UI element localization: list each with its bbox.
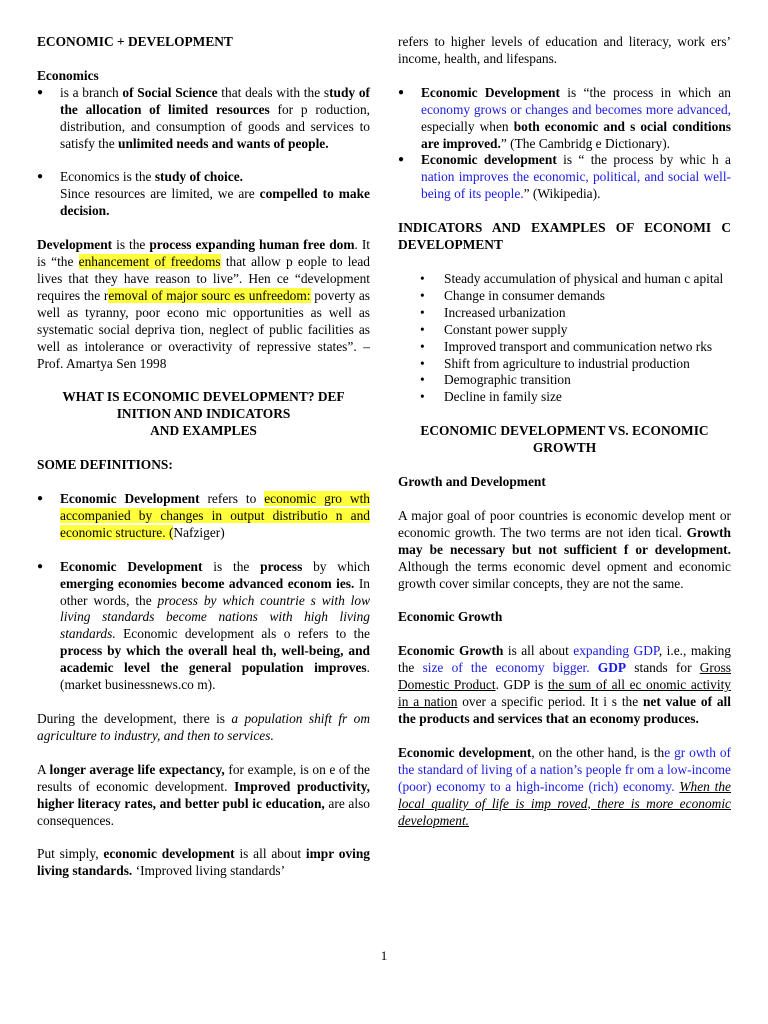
indicators-heading: INDICATORS AND EXAMPLES OF ECONOMI C DEVELOPMENT [398,220,731,253]
economic-growth-heading: Economic Growth [398,609,503,625]
highlight: enhancement of freedoms [78,254,221,270]
definitions-heading: SOME DEFINITIONS: [37,457,173,473]
living-standards-paragraph: Put simply, economic development is all about impr oving living standards. ‘Improved living standards’ [37,846,370,879]
highlight: economic gro wth accompanied by changes in output distributio n and economic structure. ( [60,491,370,540]
definition-2: ● Economic Development is the process by which emerging economies become advanced econom ies. In other words, the process by which countrie s with low living standards become nations with high living standards. Economic development als o refers to the process by which the overall heal th, well-being, and academic level the general population improves. (market businessnews.co m). [37,559,370,694]
section-heading-vs: ECONOMIC DEVELOPMENT VS. ECONOMIC GROWTH [420,423,709,456]
right-column [398,34,731,829]
growth-development-heading: Growth and Development [398,474,546,490]
highlight: emoval of major sourc es unfreedom: [108,287,311,303]
left-column [37,34,370,880]
indicator-item: • Demographic transition [398,372,731,389]
economic-development-paragraph: Economic development, on the other hand, is the gr owth of the standard of living of a nation’s people fr om a low-income (poor) economy to a high-income (rich) economy. When the local quality of life is imp roved, there is more economic development. [398,744,732,828]
indicator-item: • Change in consumer demands [398,288,731,305]
indicator-item: • Improved transport and communication netwo rks [398,339,731,356]
indicator-item: • Shift from agriculture to industrial production [398,356,731,373]
economics-bullet-2: ● Economics is the study of choice. [37,169,370,186]
living-standards-continuation: refers to higher levels of education and literacy, work ers’ income, health, and lifespans. [398,34,731,66]
wikipedia-definition: ● Economic development is “ the process by whic h a nation improves the economic, political, and social well-being of its people.” (Wikipedia). [398,152,731,203]
population-shift-paragraph: During the development, there is a population shift fr om agriculture to industry, and then to services. [37,711,370,743]
economics-heading: Economics [37,67,99,83]
indicator-item: • Constant power supply [398,322,731,339]
life-expectancy-paragraph: A longer average life expectancy, for example, is on e of the results of economic development. Improved productivity, higher literacy rates, and better publ ic education, are also consequences. [37,761,371,828]
document-title: ECONOMIC + DEVELOPMENT [37,34,233,49]
economics-bullet-2-cont: Since resources are limited, we are compelled to make decision. [60,186,370,219]
page-number: 1 [380,948,388,963]
economics-bullet-1: ● is a branch of Social Science that deals with the study of the allocation of limited resources for p roduction, distribution, and consumption of goods and services to satisfy the unlimited needs and wants of people. [37,85,370,153]
definition-1: ● Economic Development refers to economic gro wth accompanied by changes in output distributio n and economic structure. (Nafziger) [37,491,370,542]
indicator-item: • Increased urbanization [398,305,731,322]
indicator-item: • Decline in family size [398,389,731,406]
development-paragraph: Development is the process expanding human free dom. It is “the enhancement of freedoms that allow p eople to lead lives that they have reason to live”. Hen ce “development requires the removal of major sourc es unfreedom: poverty as well as tyranny, poor econo mic opportunities as well as systematic social depriva tion, neglect of public facilities as well as intolerance or overactivity of repressive states”. –Prof. Amartya Sen 1998 [37,237,371,371]
cambridge-definition: ● Economic Development is “the process in which an economy grows or changes and becomes more advanced, especially when both economic and s ocial conditions are improved.” (The Cambridg e Dictionary). [398,85,731,153]
section-heading-what-is: WHAT IS ECONOMIC DEVELOPMENT? DEF INITION AND INDICATORS AND EXAMPLES [62,389,345,439]
major-goal-paragraph: A major goal of poor countries is economic develop ment or economic growth. The two terms are not iden tical. Growth may be necessary but not sufficient f or development. Although the terms economic devel opment and economic growth cover similar concepts, they are not the same. [398,507,731,591]
economic-growth-paragraph: Economic Growth is all about expanding GDP, i.e., making the size of the economy bigger. GDP stands for Gross Domestic Product. GDP is the sum of all ec onomic activity in a nation over a specific period. It i s the net value of all the products and services that an economy produces. [398,643,731,726]
indicator-item: • Steady accumulation of physical and human c apital [398,271,731,288]
